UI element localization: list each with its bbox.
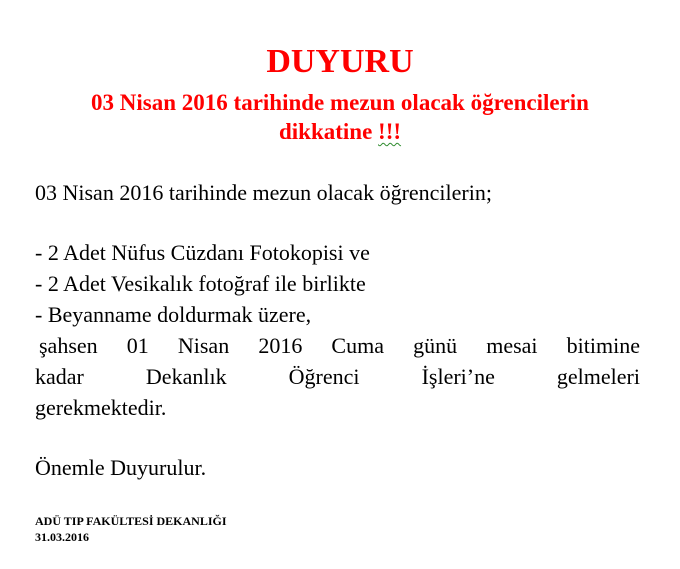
footer-date: 31.03.2016 — [35, 530, 89, 544]
para1-word: 2016 — [258, 333, 303, 358]
notice-subtitle — [30, 88, 650, 146]
para1-word: günü — [413, 333, 458, 358]
footer-issuer: ADÜ TIP FAKÜLTESİ DEKANLIĞI — [35, 514, 227, 528]
notice-title: DUYURU — [266, 43, 414, 80]
para2-word: Öğrenci — [288, 364, 360, 389]
closing-line: Önemle Duyurulur. — [35, 455, 207, 480]
paragraph-line-1 — [39, 333, 640, 359]
para1-word: Cuma — [331, 333, 384, 358]
list-item-1: - 2 Adet Nüfus Cüzdanı Fotokopisi ve — [35, 240, 370, 265]
para2-word: gelmeleri — [556, 364, 640, 389]
para1-word: Nisan — [177, 333, 230, 358]
para1-word: bitimine — [566, 333, 640, 358]
para1-word: mesai — [486, 333, 538, 358]
subtitle-word-dikkatine: dikkatine — [278, 119, 373, 144]
paragraph-line-3: gerekmektedir. — [35, 395, 167, 420]
intro-line: 03 Nisan 2016 tarihinde mezun olacak öğrencilerin; — [35, 180, 492, 205]
para1-word: 01 — [126, 333, 149, 358]
para2-word: İşleri’ne — [421, 364, 495, 389]
subtitle-line-1: 03 Nisan 2016 tarihinde mezun olacak öğrencilerin — [91, 90, 589, 115]
subtitle-line-2 — [30, 117, 650, 146]
para2-word: kadar — [35, 364, 84, 389]
subtitle-exclamation-marks: !!! — [378, 119, 402, 144]
paragraph-line-2 — [35, 364, 640, 390]
para2-word: Dekanlık — [145, 364, 227, 389]
list-item-2: - 2 Adet Vesikalık fotoğraf ile birlikte — [35, 271, 366, 296]
list-item-3: - Beyanname doldurmak üzere, — [35, 302, 312, 327]
para1-word: şahsen — [39, 333, 98, 358]
